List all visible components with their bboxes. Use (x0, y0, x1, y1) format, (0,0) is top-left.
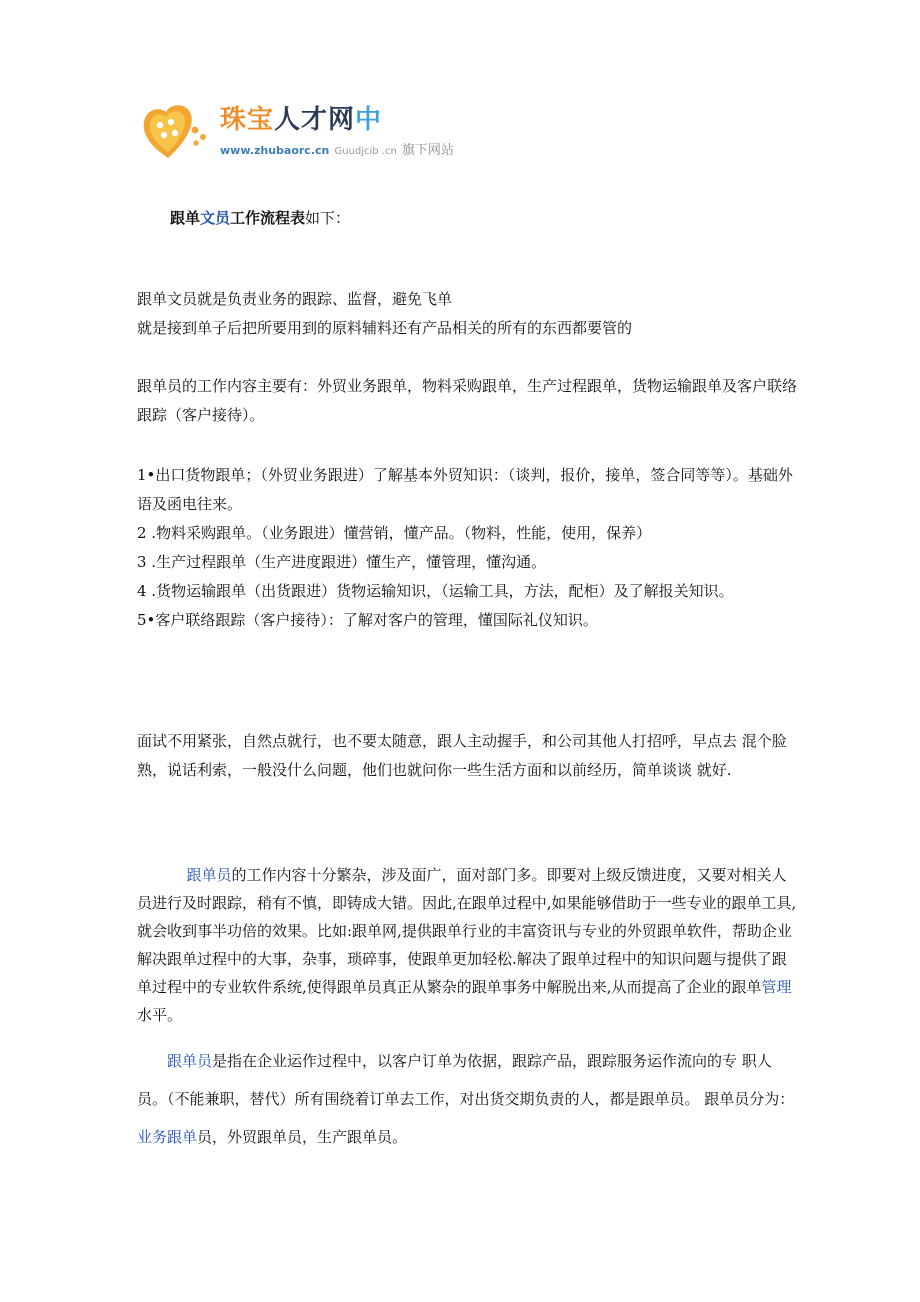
title-part4: 如下： (305, 209, 351, 227)
definition-text (137, 1042, 799, 1156)
site-logo (140, 100, 460, 170)
title-link-wenyuan[interactable]: 文员 (200, 209, 231, 227)
title-part1: 跟单 (170, 209, 201, 227)
logo-name-part3: 中 (355, 105, 383, 135)
link-guanli[interactable]: 管理 (761, 978, 792, 996)
intro-paragraph (137, 285, 799, 343)
definition-paragraph (137, 1042, 799, 1156)
logo-name-part1: 珠宝 (220, 105, 275, 135)
duties-list (137, 461, 799, 635)
title-part3: 工作流程表 (230, 209, 306, 227)
work-content-text: 跟单员的工作内容主要有：外贸业务跟单，物料采购跟单，生产过程跟单，货物运输跟单及客户联络跟踪（客户接待）。 (137, 377, 798, 424)
heart-logo-icon (140, 100, 218, 164)
interview-text: 面试不用紧张，自然点就行，也不要太随意，跟人主动握手，和公司其他人打招呼，早点去 混个脸熟，说话利索，一般没什么问题，他们也就问你一些生活方面和以前经历，简单谈谈 就好. (137, 732, 787, 779)
logo-url[interactable]: www.zhubaorc.cn (220, 144, 330, 157)
para6-tail: 员，外贸跟单员，生产跟单员。 (197, 1128, 408, 1146)
logo-url2: Guudjcib .cn (334, 146, 397, 157)
list-item: 1•出口货物跟单；（外贸业务跟进）了解基本外贸知识：（谈判，报价，接单，签合同等等）。基础外语及函电往来。 (137, 466, 793, 513)
logo-name-part2: 人才网 (274, 105, 356, 135)
link-gendanyuan[interactable]: 跟单员 (186, 866, 232, 884)
para5-body: 的工作内容十分繁杂，涉及面广，面对部门多。即要对上级反馈进度，又要对相关人员进行及时跟踪，稍有不慎，即铸成大错。因此,在跟单过程中,如果能够借助于一些专业的跟单工具,就会收到事半功倍的效果。比如:跟单网,提供跟单行业的丰富资讯与专业的外贸跟单软件，帮助企业解决跟单过程中的大事，杂事，琐碎事，使跟单更加轻松.解决了跟单过程中的知识问题与提供了跟单过程中的专业软件系统,使得跟单员真正从繁杂的跟单事务中解脱出来,从而提高了企业的跟单 (137, 866, 797, 996)
intro-line1: 跟单文员就是负责业务的跟踪、监督，避免飞单 (137, 290, 453, 308)
list-item: 3 .生产过程跟单（生产进度跟进）懂生产，懂管理，懂沟通。 (137, 553, 547, 571)
work-content-paragraph (137, 372, 799, 430)
logo-tagline: 旗下网站 (401, 143, 454, 158)
page-title (170, 206, 350, 230)
interview-paragraph (137, 727, 799, 785)
responsibility-text (137, 861, 799, 1029)
list-item: 5•客户联络跟踪（客户接待）：了解对客户的管理，懂国际礼仪知识。 (137, 611, 598, 629)
para6-body: 是指在企业运作过程中，以客户订单为依据，跟踪产品，跟踪服务运作流向的专 职人员。（不能兼职，替代）所有围绕着订单去工作，对出货交期负责的人，都是跟单员。 跟单员分为： (137, 1052, 795, 1108)
list-item: 4 .货物运输跟单（出货跟进）货物运输知识，（运输工具，方法，配柜）及了解报关知识。 (137, 582, 734, 600)
logo-name (220, 104, 382, 136)
list-item: 2 .物料采购跟单。（业务跟进）懂营销，懂产品。（物料，性能，使用，保养） (137, 524, 652, 542)
link-yewu-gendan[interactable]: 业务跟单 (137, 1128, 198, 1146)
link-gendanyuan-2[interactable]: 跟单员 (167, 1052, 213, 1070)
para5-tail: 水平。 (137, 1006, 183, 1024)
intro-line2: 就是接到单子后把所要用到的原料辅料还有产品相关的所有的东西都要管的 (137, 319, 633, 337)
logo-subtitle (220, 140, 454, 161)
responsibility-paragraph (137, 861, 799, 1029)
